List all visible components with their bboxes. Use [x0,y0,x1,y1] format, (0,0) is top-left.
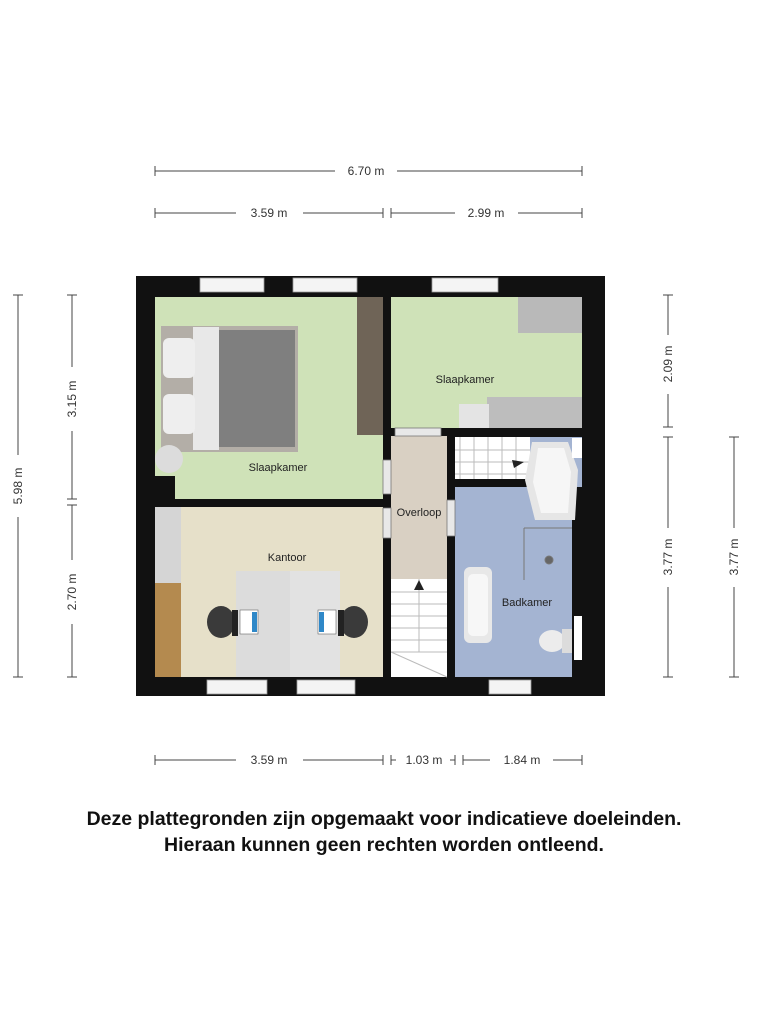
monitor-right [318,610,336,634]
dim-right-far: 3.77 m [727,538,741,576]
dim-left-lower: 2.70 m [65,573,79,611]
round-rug [155,445,183,473]
dim-bottom-mid: 1.03 m [405,753,443,767]
bathtub-inner [468,574,488,636]
label-slaapkamer-2: Slaapkamer [435,374,495,386]
dim-top-left: 3.59 m [250,206,288,220]
cabinet [518,297,582,333]
shelf-wood [155,583,181,677]
dim-bottom-left: 3.59 m [250,753,288,767]
label-slaapkamer-1: Slaapkamer [248,462,308,474]
disclaimer [0,806,768,858]
double-bed [161,326,298,452]
toilet [539,629,572,653]
sink-unit [574,616,582,660]
bath-shelf [572,438,582,458]
office-chair-left [207,606,238,638]
disclaimer-line-1: Deze plattegronden zijn opgemaakt voor indicatieve doeleinden. [86,808,682,830]
shelf-grey [155,507,181,583]
label-kantoor: Kantoor [267,552,307,564]
dim-left-total: 5.98 m [11,467,25,505]
label-badkamer: Badkamer [501,597,553,609]
label-overloop: Overloop [396,507,442,519]
dim-left-upper: 3.15 m [65,380,79,418]
stair-lower [391,579,447,677]
side-table [459,404,489,428]
office-chair-right [338,606,368,638]
dim-top-right: 2.99 m [467,206,505,220]
dim-bottom-right: 1.84 m [503,753,541,767]
disclaimer-line-2: Hieraan kunnen geen rechten worden ontleend. [164,834,604,856]
dim-top-total: 6.70 m [347,164,385,178]
monitor-left [240,610,258,634]
dim-right-lower: 3.77 m [661,538,675,576]
dim-right-upper: 2.09 m [661,345,675,383]
desk-counter [487,397,582,428]
wardrobe [357,297,383,435]
freestanding-bath [525,442,578,520]
